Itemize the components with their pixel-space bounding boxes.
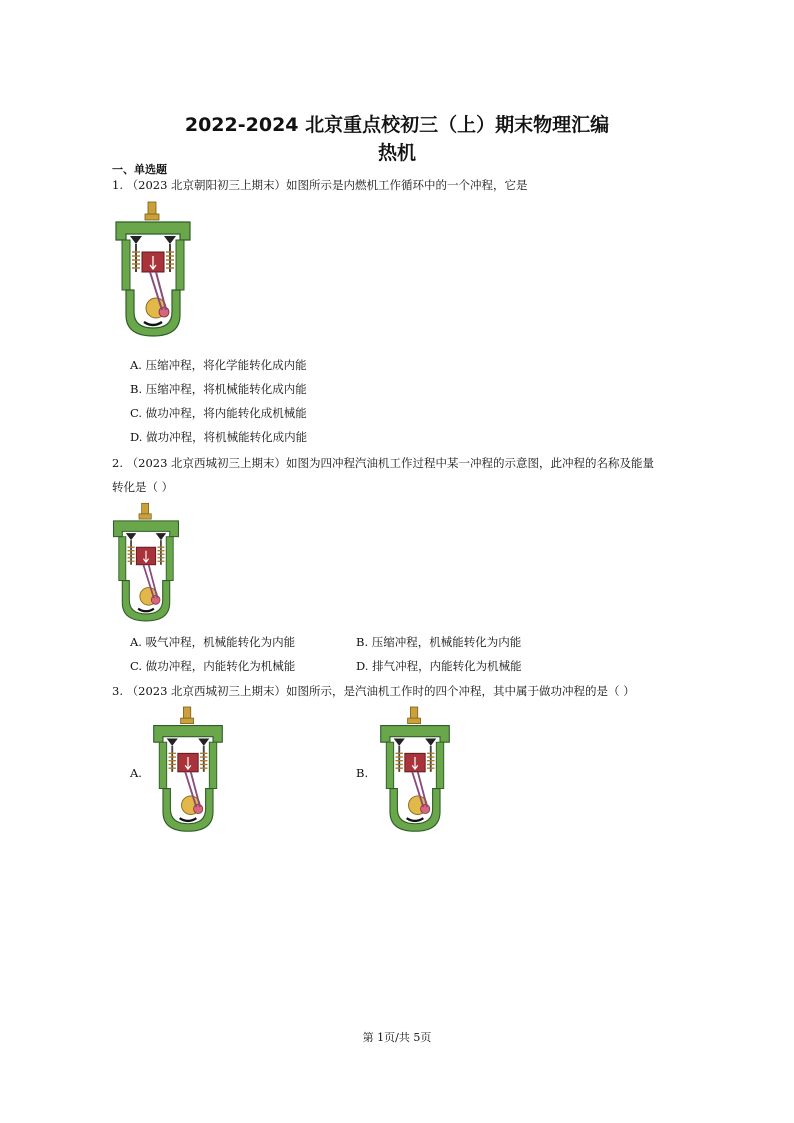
question-3-option-a-label[interactable]: A. [130,766,142,780]
question-2-stem-line2: 转化是（ ） [112,480,174,494]
question-2-option-a[interactable]: A. 吸气冲程，机械能转化为内能 [130,635,296,649]
cylinder-head [381,726,450,743]
cylinder-head [116,222,190,240]
question-1-option-c[interactable]: C. 做功冲程，将内能转化成机械能 [130,406,307,420]
engine-diagram-q2 [110,500,182,626]
question-3-stem: 3. （2023 北京西城初三上期末）如图所示，是汽油机工作时的四个冲程，其中属于做功冲程的是（ ） [112,684,635,698]
flywheel-mark [407,818,424,821]
question-1-option-d[interactable]: D. 做功冲程，将机械能转化成内能 [130,430,308,444]
engine-diagram-q3-a [150,705,226,835]
engine-diagram-q3-b [377,705,453,835]
intake-valve [394,738,405,745]
flywheel-mark [144,322,162,325]
exhaust-valve [156,533,167,540]
question-2-option-d[interactable]: D. 排气冲程，内能转化为机械能 [356,659,522,673]
question-1-option-b[interactable]: B. 压缩冲程，将机械能转化成内能 [130,382,307,396]
intake-valve [167,738,178,745]
flywheel-mark [138,609,154,612]
question-1-option-a[interactable]: A. 压缩冲程，将化学能转化成内能 [130,358,307,372]
engine-diagram-q1 [112,200,194,340]
section-heading: 一、单选题 [112,163,167,176]
exhaust-valve [198,738,209,745]
document-title: 2022-2024 北京重点校初三（上）期末物理汇编 [184,114,610,136]
flywheel-mark [180,818,197,821]
question-1-stem: 1. （2023 北京朝阳初三上期末）如图所示是内燃机工作循环中的一个冲程，它是 [112,178,528,192]
page-footer: 第 1页/共 5页 [362,1031,432,1044]
cylinder-head [154,726,223,743]
question-3-option-b-label[interactable]: B. [356,766,369,780]
intake-valve [126,533,137,540]
cylinder-head [114,521,179,537]
question-2-option-b[interactable]: B. 压缩冲程，机械能转化为内能 [356,635,522,649]
document-subtitle: 热机 [377,142,416,164]
question-2-option-c[interactable]: C. 做功冲程，内能转化为机械能 [130,659,296,673]
question-2-stem-line1: 2. （2023 北京西城初三上期末）如图为四冲程汽油机工作过程中某一冲程的示意图，此冲程的名称及能量 [112,456,655,470]
intake-valve [130,236,142,244]
exhaust-valve [425,738,436,745]
exhaust-valve [164,236,176,244]
